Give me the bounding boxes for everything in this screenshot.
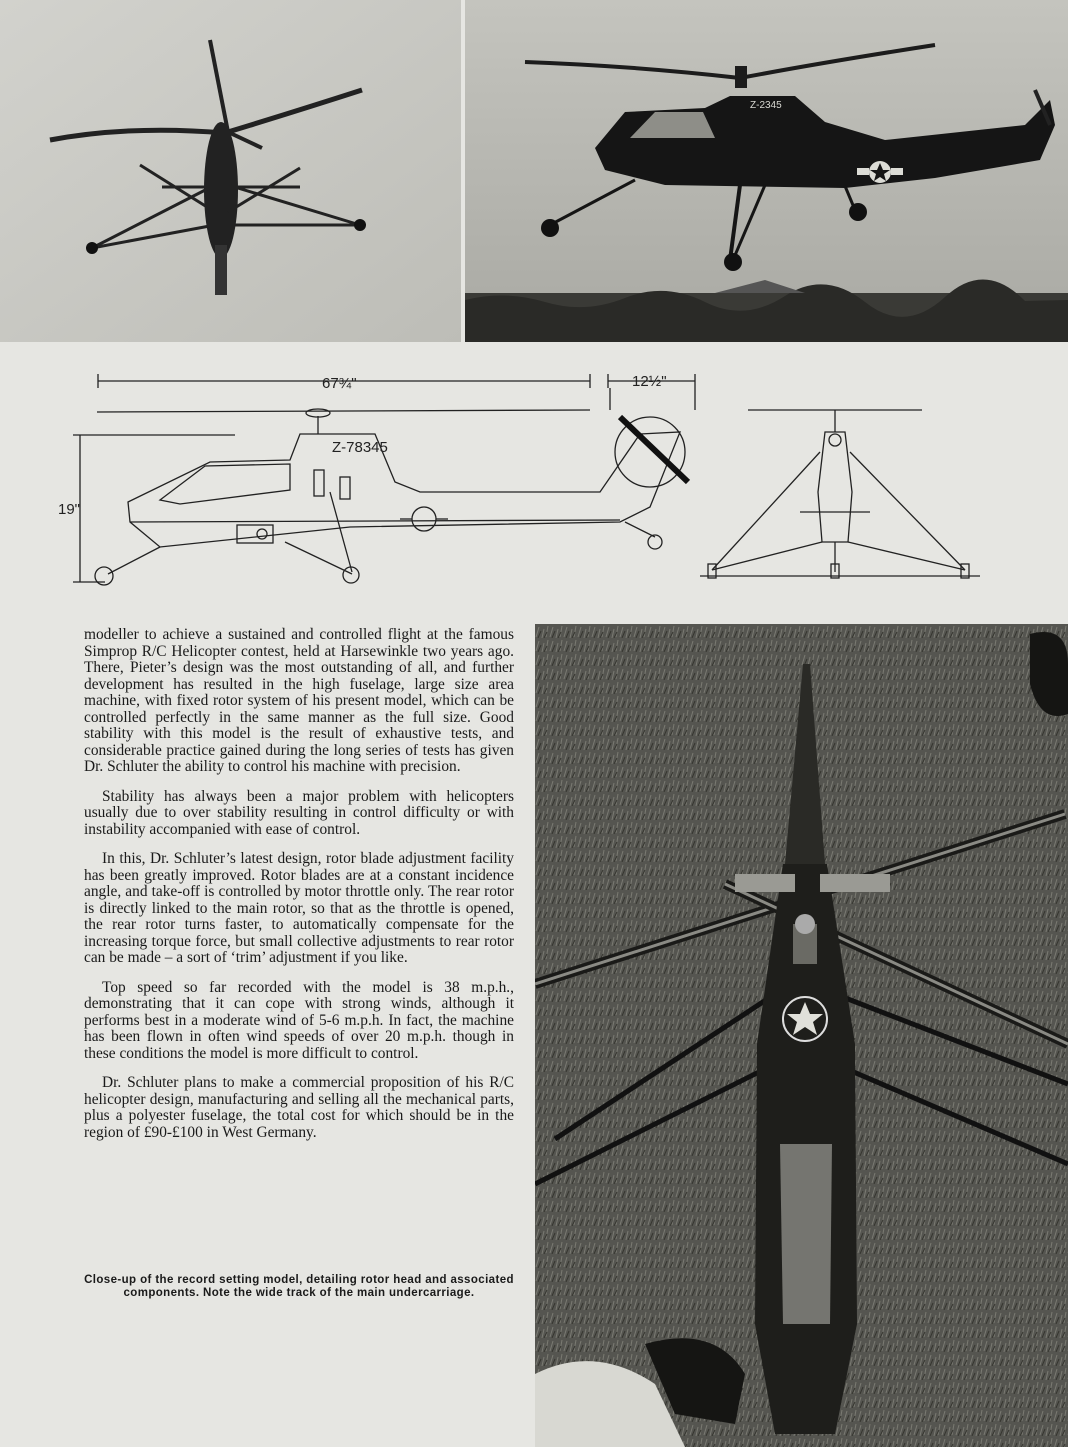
- helicopter-plan-drawing: [0, 342, 1068, 624]
- article-paragraph: Dr. Schluter plans to make a commercial proposition of his R/C helicopter design, manufacturing and selling all the mechanical parts, plus a polyester fuselage, the total cost for which should be in the region of £90-£100 in West Germany.: [84, 1074, 514, 1141]
- dimension-length: 67¾": [322, 375, 357, 392]
- photo-model-closeup: [535, 624, 1068, 1447]
- helicopter-hover-illustration: [465, 0, 1068, 342]
- registration-mark: Z-2345: [750, 100, 782, 111]
- helicopter-underside-illustration: [0, 0, 461, 342]
- article-paragraph: In this, Dr. Schluter’s latest design, rotor blade adjustment facility has been greatly improved. Rotor blades are at a constant incidence angle, and take-off is controlled by motor throttle only. The rear rotor is directly linked to the main rotor, so that as the throttle is opened, the rear rotor turns faster, to automatically compensate for the increasing torque force, but small collective adjustments to rear rotor can be made – a sort of ‘trim’ adjustment if you like.: [84, 850, 514, 966]
- article-body: [84, 627, 514, 1154]
- photo-helicopter-hovering: [465, 0, 1068, 342]
- article-paragraph: Stability has always been a major problem with helicopters usually due to over stability resulting in control difficulty or with instability accompanied with ease of control.: [84, 787, 514, 838]
- dimension-height: 19": [58, 501, 81, 518]
- photo-caption: Close-up of the record setting model, detailing rotor head and associated components. Note the wide track of the main undercarriage.: [84, 1274, 514, 1299]
- technical-drawing: [0, 342, 1068, 624]
- photo-helicopter-underside: [0, 0, 461, 342]
- article-paragraph: Top speed so far recorded with the model is 38 m.p.h., demonstrating that it can cope with strong winds, although it performs best in a moderate wind of 5-6 m.p.h. In fact, the machine has been flown in often wind speeds of over 20 m.p.h. though in these conditions the model is more difficult to control.: [84, 978, 514, 1062]
- article-paragraph: modeller to achieve a sustained and controlled flight at the famous Simprop R/C Helicopter contest, held at Harsewinkle two years ago. There, Pieter’s design was the most outstanding of all, and further development has resulted in the high fuselage, large size area machine, with fixed rotor system of his present model, which can be controlled perfectly in the same manner as the full size. Good stability with this model is the result of exhaustive tests, and considerable practice gained during the long series of tests has given Dr. Schluter the ability to control his machine with precision.: [84, 626, 514, 775]
- drawing-registration: Z-78345: [332, 439, 388, 456]
- closeup-illustration: [535, 624, 1068, 1447]
- dimension-tail-rotor: 12½": [632, 373, 667, 390]
